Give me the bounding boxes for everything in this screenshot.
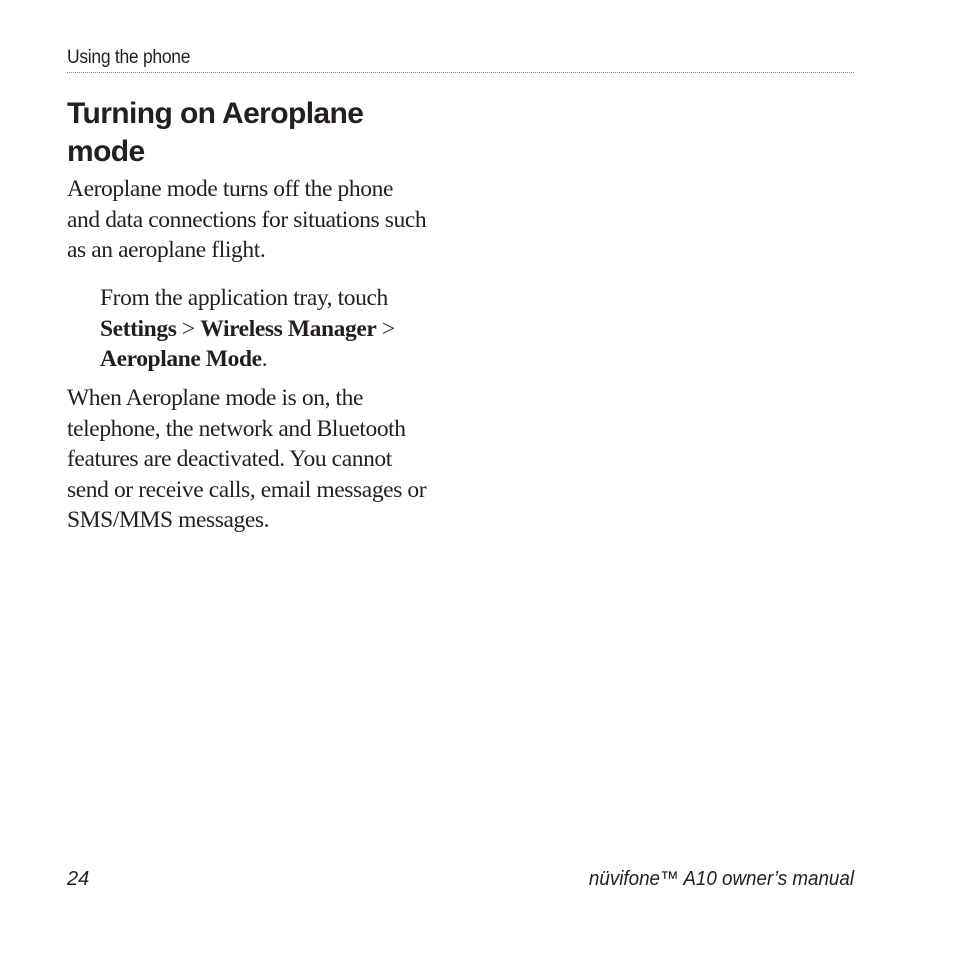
intro-paragraph: Aeroplane mode turns off the phone and data connections for situations such as an aeroplane flight. (67, 176, 427, 263)
settings-menu-path: Settings (100, 315, 177, 342)
header-divider (67, 72, 854, 73)
wireless-manager-menu-path: Wireless Manager (200, 315, 377, 342)
step-suffix: . (261, 346, 268, 372)
description-paragraph: When Aeroplane mode is on, the telephone, the network and Bluetooth features are deactivated. You cannot send or receive calls, email messages or SMS/MMS messages. (67, 385, 427, 533)
step-prefix: From the application tray, touch (100, 285, 388, 311)
path-separator: > (376, 315, 395, 342)
page-title: Turning on Aeroplane mode (67, 97, 364, 168)
page-number: 24 (67, 868, 90, 890)
section-header: Using the phone (67, 47, 191, 68)
path-separator: > (176, 315, 201, 342)
aeroplane-mode-menu-path: Aeroplane Mode (100, 346, 262, 372)
manual-title: nüvifone™ A10 owner’s manual (588, 868, 854, 890)
instruction-step (100, 283, 430, 375)
